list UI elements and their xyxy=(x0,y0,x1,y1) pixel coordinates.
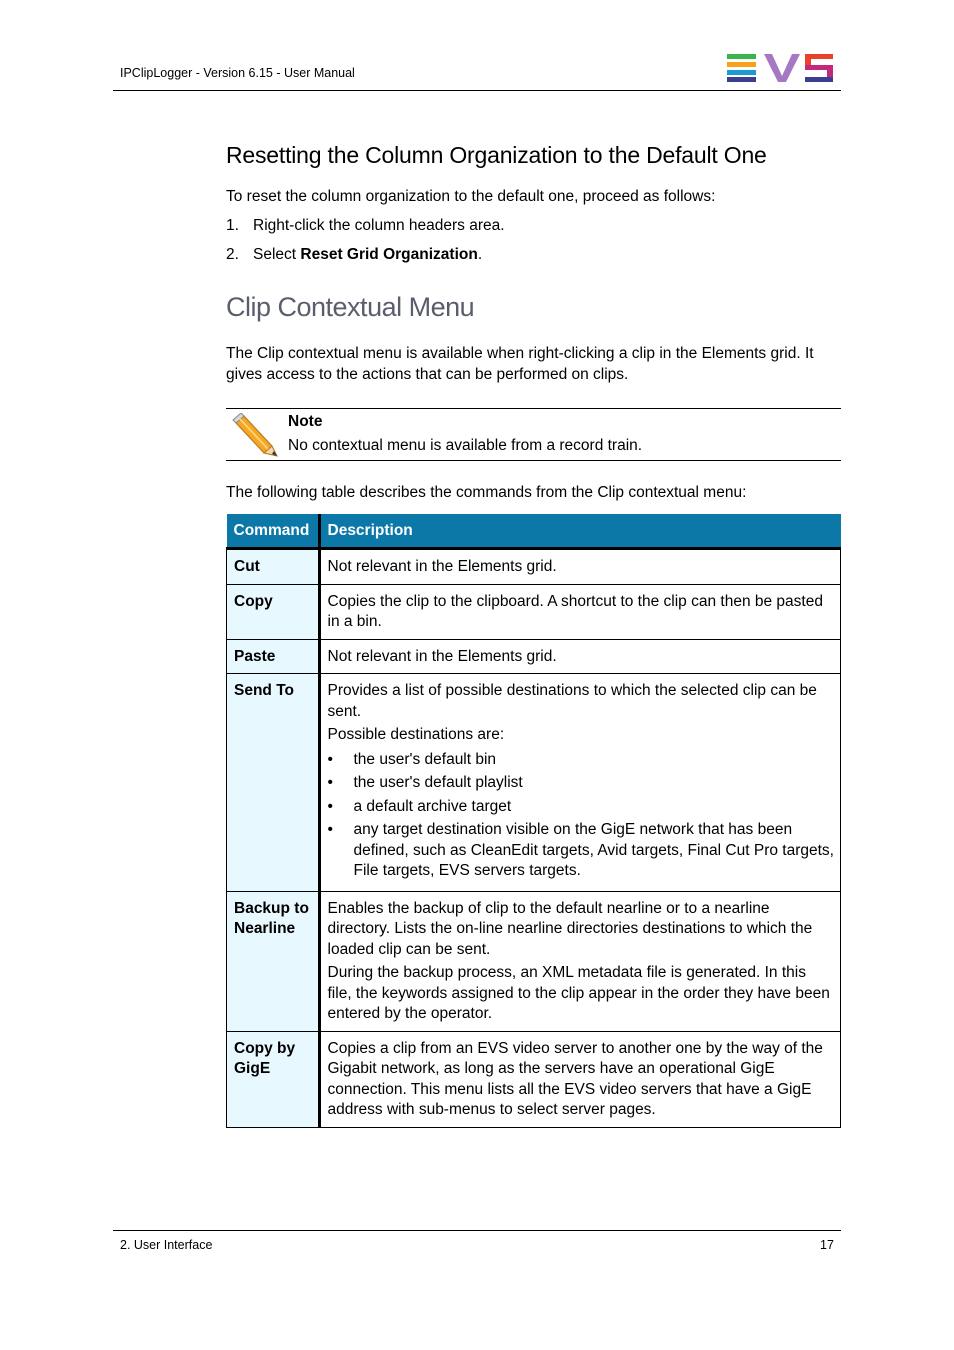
header-rule xyxy=(113,90,841,91)
subsection-heading: Resetting the Column Organization to the Default One xyxy=(226,142,767,168)
description-cell: Provides a list of possible destinations to which the selected clip can be sent. Possible destinations are: • the user's default bin • the user's default playlist • a default archive target • any target destination visible on the GigE network that has been defined, such as CleanEdit targets, Avid targets, Final Cut Pro targets, File targets, EVS servers targets. xyxy=(319,674,841,892)
list-item: • a default archive target xyxy=(328,797,835,818)
description-cell: Copies a clip from an EVS video server to another one by the way of the Gigabit network, as long as the servers have an operational GigE connection. This menu lists all the EVS video servers that have a GigE address with sub-menus to select server pages. xyxy=(319,1031,841,1127)
table-row xyxy=(227,584,841,639)
step-2: 2. Select Reset Grid Organization. xyxy=(226,246,483,263)
table-intro: The following table describes the commands from the Clip contextual menu: xyxy=(226,484,747,501)
evs-logo xyxy=(727,54,834,82)
list-item: • the user's default playlist xyxy=(328,773,835,794)
section-heading: Clip Contextual Menu xyxy=(226,292,475,322)
list-item: • the user's default bin xyxy=(328,750,835,771)
command-cell: Paste xyxy=(227,639,320,674)
table-row xyxy=(227,891,841,1031)
note-rule-top xyxy=(226,408,841,409)
table-row xyxy=(227,549,841,585)
command-cell: Backup to Nearline xyxy=(227,891,320,1031)
evs-logo-graphic xyxy=(727,54,834,82)
column-header-command: Command xyxy=(227,514,320,549)
command-cell: Copy xyxy=(227,584,320,639)
page-number: 17 xyxy=(820,1238,834,1252)
table-row xyxy=(227,674,841,892)
command-cell: Send To xyxy=(227,674,320,892)
table-header-row xyxy=(227,514,841,549)
column-header-description: Description xyxy=(319,514,841,549)
pencil-icon xyxy=(232,413,280,457)
note-text: No contextual menu is available from a record train. xyxy=(288,437,643,454)
reset-intro: To reset the column organization to the default one, proceed as follows: xyxy=(226,188,716,205)
description-cell: Not relevant in the Elements grid. xyxy=(319,639,841,674)
command-cell: Cut xyxy=(227,549,320,585)
description-cell: Enables the backup of clip to the default nearline or to a nearline directory. Lists the on-line nearline directories destinations to which the loaded clip can be sent. During the backup process, an XML metadata file is generated. In this file, the keywords assigned to the clip appear in the order they have been entered by the operator. xyxy=(319,891,841,1031)
footer-chapter: 2. User Interface xyxy=(120,1238,213,1252)
table-row xyxy=(227,1031,841,1127)
note-rule-bottom xyxy=(226,460,841,461)
section-paragraph: The Clip contextual menu is available when right-clicking a clip in the Elements grid. It gives access to the actions that can be performed on clips. xyxy=(226,345,814,383)
running-header: IPClipLogger - Version 6.15 - User Manual xyxy=(120,66,355,80)
commands-table xyxy=(226,514,841,1128)
destinations-list xyxy=(328,750,835,882)
footer-rule xyxy=(113,1230,841,1231)
command-cell: Copy by GigE xyxy=(227,1031,320,1127)
description-cell: Copies the clip to the clipboard. A shortcut to the clip can then be pasted in a bin. xyxy=(319,584,841,639)
list-item: • any target destination visible on the GigE network that has been defined, such as CleanEdit targets, Avid targets, Final Cut Pro targets, File targets, EVS servers targets. xyxy=(328,820,835,882)
note-title: Note xyxy=(288,413,323,430)
description-cell: Not relevant in the Elements grid. xyxy=(319,549,841,585)
step-1: 1. Right-click the column headers area. xyxy=(226,217,505,234)
table-row xyxy=(227,639,841,674)
